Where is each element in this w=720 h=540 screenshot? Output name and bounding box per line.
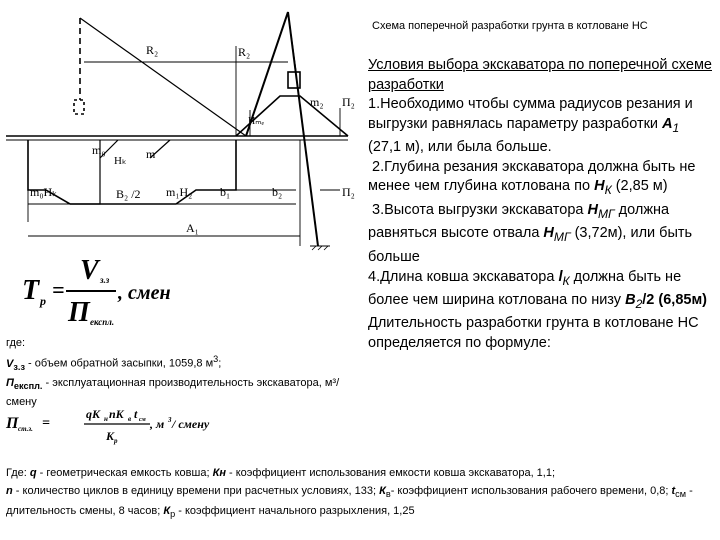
excavation-cross-section-diagram [0, 0, 362, 262]
condition-3: 3.Высота выгрузки экскаватора $Н_{МГ}$ должна равняться высоте отвала $Н_{МГ}$ (3,72м), или быть больше [368, 201, 693, 265]
diagram-title: Схема поперечной разработки грунта в котловане НС [372, 20, 648, 32]
svg-text:ст.з.: ст.з. [18, 425, 33, 433]
legend-where: где: [6, 337, 26, 349]
svg-text:експл.: експл. [90, 317, 115, 327]
condition-2: 2.Глубина резания экскаватора должна быть не менее чем глубина котлована по $Н_К$ (2,85 м) [368, 158, 696, 198]
svg-text:qK: qK [86, 407, 101, 421]
label-m2: m₂ [310, 95, 324, 109]
label-hk: Hₖ [114, 155, 127, 167]
label-pz-bottom: П₂ [342, 185, 355, 199]
label-r2: R₂ [146, 43, 159, 57]
label-r2-b: R₂ [238, 45, 251, 59]
svg-text:, м: , м [150, 417, 165, 431]
bucket-dashed-icon [74, 100, 84, 114]
bucket-cable [288, 12, 296, 72]
conditions-heading: Условия выбора экскаватора по поперечной схеме разработки [368, 57, 712, 93]
label-b2half: B₂ /2 [116, 187, 141, 201]
svg-text:t: t [134, 407, 138, 421]
svg-text:в: в [128, 415, 132, 423]
svg-text:/ смену: / смену [172, 417, 210, 431]
label-m1h2: m₁H₂ [166, 185, 193, 199]
label-m0hk: m₀Hₖ [30, 185, 58, 199]
svg-text:V: V [80, 255, 99, 286]
label-m0: m₀ [92, 143, 106, 157]
label-hmg: Hₘₑ [248, 116, 265, 127]
duration-formula [22, 245, 222, 329]
svg-text:П: П [68, 297, 90, 328]
svg-text:=: = [52, 277, 65, 302]
svg-text:з.з: з.з [100, 275, 110, 285]
svg-text:nK: nK [109, 407, 124, 421]
svg-text:T: T [22, 275, 40, 306]
productivity-formula [4, 402, 234, 446]
condition-4: 4.Длина ковша экскаватора $l_К$ должна быть не более чем ширина котлована по низу $В_2/2$ (6,85м) [368, 268, 708, 311]
svg-text:=: = [42, 416, 50, 431]
condition-1: 1.Необходимо чтобы сумма радиусов резания и выгрузки равнялась параметру разработки $А_1$ (27,1 м), или была больше. [368, 96, 693, 156]
svg-text:K: K [106, 429, 115, 443]
svg-text:p: p [40, 294, 46, 308]
label-a1: A₁ [186, 221, 199, 235]
label-b1: b₁ [220, 185, 231, 199]
formula-legend [6, 335, 356, 410]
legend-p: $П_{експл.}$ - эксплуатационная производительность экскаватора, м³/смену [6, 376, 340, 409]
svg-text:см: см [139, 417, 146, 423]
label-m: m [146, 147, 156, 161]
bottom-legend: Где: q - геометрическая емкость ковша; Кн - коэффициент использования емкости ковша экскаватора, 1,1; n - количество циклов в единицу времени при расчетных условиях, 133; $К_в-$ коэффициент использования рабочего времени, 0,8; $t_{см}$ - длительность смены, 8 часов; $К_р$ - коэффициент начального разрыхления, 1,25 [6, 467, 693, 520]
svg-text:н: н [104, 415, 108, 423]
conditions-outro: Длительность разработки грунта в котловане НС определяется по формуле: [368, 315, 699, 352]
legend-v: $V_{з.з}$ - объем обратной засыпки, 1059,8 $м^3$; [6, 354, 222, 372]
radius-r2-line [80, 18, 246, 136]
conditions-block [368, 56, 713, 354]
svg-text:, смен: , смен [118, 282, 171, 304]
svg-text:3: 3 [168, 416, 172, 424]
svg-text:П: П [6, 415, 19, 432]
svg-text:р: р [114, 437, 118, 445]
label-b2: b₂ [272, 185, 283, 199]
label-pz-top: П₂ [342, 95, 355, 109]
